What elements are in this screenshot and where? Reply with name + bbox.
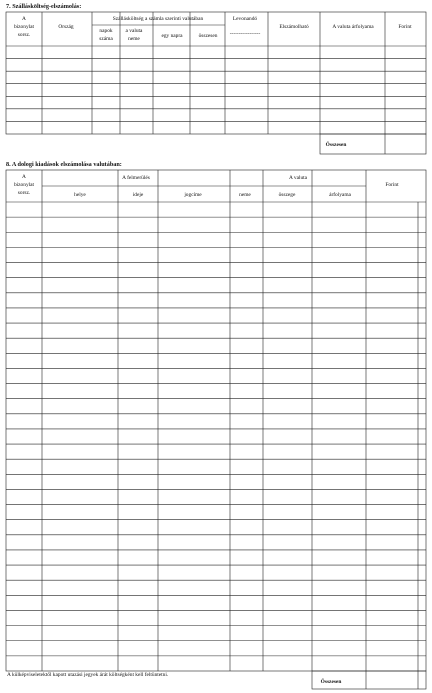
s8-doc-header-3: sorsz. <box>17 190 31 196</box>
s7-days-header-1: napok <box>99 28 113 34</box>
s8-rate-header: árfolyama <box>329 192 351 198</box>
s8-place-header: helye <box>74 192 86 198</box>
s7-days-header-2: száma <box>99 36 113 42</box>
s7-doc-header-3: sorsz. <box>17 32 31 38</box>
s7-total-header: összesen <box>198 33 218 39</box>
s7-currency-header-1: a valuta <box>125 28 143 34</box>
s7-exchange-rate-header: A valuta árfolyama <box>332 24 374 30</box>
s8-currency-header: A valuta <box>288 175 308 181</box>
s8-time-header: ideje <box>132 192 144 198</box>
s7-accommodation-header: Szállásköltség a számla szerinti valutában <box>112 16 204 22</box>
section8-footnote: A külképviseletektől kapott utazási jegyek árát költségként kell feltüntetni. <box>7 672 169 678</box>
s7-forint-header: Forint <box>398 24 412 30</box>
section8-table-border <box>6 170 426 671</box>
section7-table-border <box>6 12 426 134</box>
s7-currency-header-2: neme <box>128 36 140 42</box>
s8-forint-header: Forint <box>385 182 399 188</box>
s8-amount-header: összege <box>278 192 296 198</box>
s7-doc-header-2: bizonylat <box>13 24 35 30</box>
s8-total-label: Összesen <box>320 679 342 685</box>
s8-incurred-header: A felmerülés <box>122 175 150 181</box>
s7-deductible-header: Levonandó <box>232 16 258 22</box>
s7-accountable-header: Elszámolható <box>279 24 309 30</box>
section7-title: 7. Szállásköltség-elszámolás: <box>6 3 82 10</box>
section7-header <box>14 16 412 42</box>
s7-per-night-header: egy napra <box>161 33 183 39</box>
s8-doc-header-1: A <box>22 174 26 180</box>
s7-total-label: Összesen <box>325 142 347 148</box>
s7-country-header: Ország <box>58 24 74 30</box>
s8-reason-header: jogcíme <box>184 192 202 198</box>
s8-doc-header-2: bizonylat <box>13 182 35 188</box>
s7-deductible-dots: ----------------- <box>229 31 261 37</box>
section8-title: 8. A dologi kiadások elszámolása valutában: <box>6 161 122 168</box>
s7-doc-header-1: A <box>22 16 26 22</box>
s8-kind-header: neme <box>239 192 251 198</box>
